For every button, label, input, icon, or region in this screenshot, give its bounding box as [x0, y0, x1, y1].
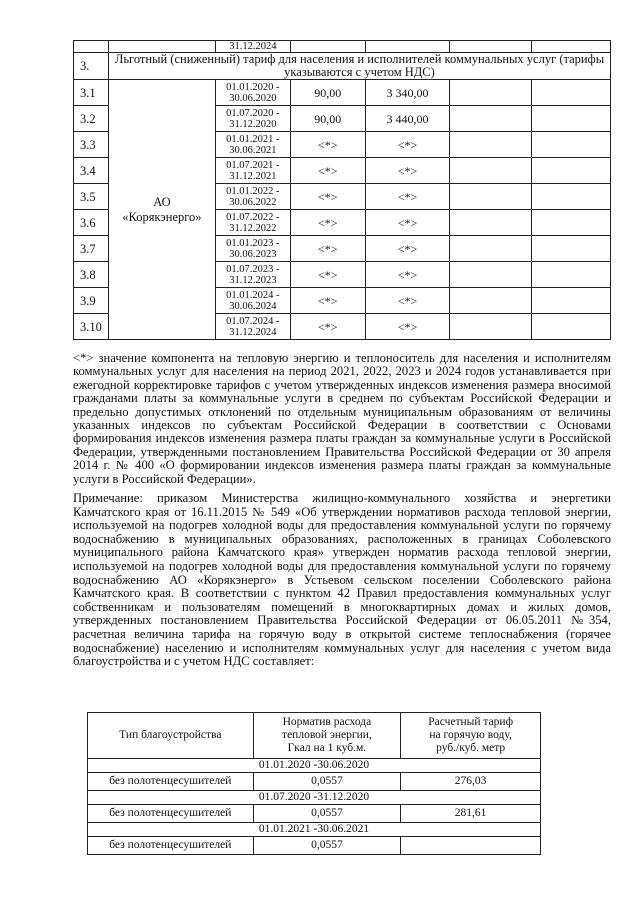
row-number: 3.6 — [74, 210, 109, 236]
value-cell-2: <*> — [365, 132, 450, 158]
period-cell: 01.07.2020 -31.12.2020 — [88, 791, 541, 805]
value-cell-2: 3 340,00 — [365, 80, 450, 106]
period-cell: 31.12.2024 — [215, 41, 290, 53]
table-row — [88, 773, 541, 791]
value-cell-2: <*> — [365, 288, 450, 314]
period-cell — [215, 210, 290, 236]
period-from: 01.07.2024 - — [226, 315, 280, 327]
value-cell-1: 90,00 — [290, 80, 365, 106]
period-from: 01.01.2021 - — [226, 133, 280, 145]
value-cell-2: <*> — [365, 184, 450, 210]
period-cell — [215, 288, 290, 314]
table-row — [74, 41, 611, 53]
organization-cell — [108, 80, 215, 340]
value-cell-1: <*> — [290, 210, 365, 236]
period-row — [88, 823, 541, 837]
footnote: <*> значение компонента на тепловую энергию и теплоноситель для населения и исполнителям коммунальных услуг для населения на период 2021, 2022, 2023 и 2024 годов устанавливается при ежегодной корректировке тарифов с учетом утвержденных индексов изменения размера вносимой гражданами платы за коммунальные услуги в среднем по субъектам Российской Федерации и предельно допустимых отклонений по отдельным муниципальным образованиям от величины указанных индексов по субъектам Российской Федерации в соответствии с Основами формирования индексов изменения размера платы граждан за коммунальные услуги в Российской Федерации, утвержденными постановлением Правительства Российской Федерации от 30 апреля 2014 г. № 400 «О формировании индексов изменения размера платы граждан за коммунальные услуги в Российской Федерации». — [73, 351, 611, 486]
header-type: Тип благоустройства — [88, 713, 254, 759]
period-from: 01.01.2022 - — [226, 185, 280, 197]
type-cell: без полотенцесушителей — [88, 773, 254, 791]
value-cell-1: <*> — [290, 288, 365, 314]
value-cell-1: <*> — [290, 184, 365, 210]
row-number: 3.4 — [74, 158, 109, 184]
period-from: 01.07.2023 - — [226, 263, 280, 275]
value-cell-1: 90,00 — [290, 106, 365, 132]
note-paragraph: Примечание: приказом Министерства жилищно-коммунального хозяйства и энергетики Камчатского края от 16.11.2015 № 549 «Об утверждении нормативов расхода тепловой энергии, используемой на подогрев холодной воды для предоставления коммунальной услуги по горячему водоснабжению в муниципальных образованиях, расположенных в границах Соболевского муниципального района Камчатского края» утвержден норматив расхода тепловой энергии, используемой на подогрев холодной воды для предоставления коммунальной услуги по горячему водоснабжению АО «Корякэнерго» в Устьевом сельском поселении Соболевского района Камчатского края. В соответствии с пунктом 42 Правил предоставления коммунальных услуг собственникам и пользователям помещений в многоквартирных домах и жилых домов, утвержденных постановлением Правительства Российской Федерации от 06.05.2011 №354, расчетная величина тарифа на горячую воду в открытой системе теплоснабжения (горячее водоснабжение) населению и исполнителям коммунальных услуг для населения с учетом вида благоустройства и с учетом НДС составляет: — [73, 491, 611, 669]
period-row — [88, 791, 541, 805]
section-title: Льготный (сниженный) тариф для населения и исполнителей коммунальных услуг (тарифы указываются с учетом НДС) — [108, 53, 610, 80]
value-cell-2: 3 440,00 — [365, 106, 450, 132]
period-to: 31.12.2023 — [229, 274, 277, 286]
period-to: 31.12.2021 — [229, 170, 277, 182]
section-number: 3. — [74, 53, 109, 80]
period-cell — [215, 236, 290, 262]
value-cell-2: <*> — [365, 314, 450, 340]
header-tariff: Расчетный тариф на горячую воду, руб./куб. метр — [401, 713, 541, 759]
period-cell — [215, 158, 290, 184]
org-line: АО — [153, 194, 171, 209]
period-cell — [215, 106, 290, 132]
type-cell: без полотенцесушителей — [88, 805, 254, 823]
period-cell — [215, 262, 290, 288]
row-number: 3.8 — [74, 262, 109, 288]
value-cell-2: <*> — [365, 210, 450, 236]
header-norm: Норматив расхода тепловой энергии, Гкал на 1 куб.м. — [253, 713, 401, 759]
period-to: 30.06.2021 — [229, 144, 277, 156]
hot-water-tariff-table — [87, 712, 541, 855]
row-number: 3.7 — [74, 236, 109, 262]
value-cell-1: <*> — [290, 262, 365, 288]
row-number: 3.1 — [74, 80, 109, 106]
period-to: 30.06.2020 — [229, 92, 277, 104]
period-to: 30.06.2022 — [229, 196, 277, 208]
period-from: 01.01.2020 - — [226, 81, 280, 93]
period-from: 01.01.2023 - — [226, 237, 280, 249]
value-cell-2: <*> — [365, 262, 450, 288]
norm-cell: 0,0557 — [253, 837, 401, 855]
period-to: 31.12.2024 — [229, 326, 277, 338]
period-cell — [215, 314, 290, 340]
period-to: 31.12.2022 — [229, 222, 277, 234]
value-cell-1: <*> — [290, 158, 365, 184]
period-from: 01.07.2020 - — [226, 107, 280, 119]
period-from: 01.01.2024 - — [226, 289, 280, 301]
row-number: 3.2 — [74, 106, 109, 132]
row-number: 3.9 — [74, 288, 109, 314]
table-row — [88, 805, 541, 823]
period-row — [88, 759, 541, 773]
period-cell — [215, 184, 290, 210]
period-from: 01.07.2022 - — [226, 211, 280, 223]
type-cell: без полотенцесушителей — [88, 837, 254, 855]
section-row — [74, 53, 611, 80]
row-number: 3.10 — [74, 314, 109, 340]
period-cell — [215, 132, 290, 158]
period-cell: 01.01.2021 -30.06.2021 — [88, 823, 541, 837]
tariff-cell: 281,61 — [401, 805, 541, 823]
period-cell: 01.01.2020 -30.06.2020 — [88, 759, 541, 773]
period-from: 01.07.2021 - — [226, 159, 280, 171]
period-to: 30.06.2023 — [229, 248, 277, 260]
tariff-cell: 276,03 — [401, 773, 541, 791]
value-cell-2: <*> — [365, 158, 450, 184]
period-to: 31.12.2020 — [229, 118, 277, 130]
org-name: «Корякэнерго» — [122, 209, 202, 224]
tariff-cell — [401, 837, 541, 855]
table-row — [88, 837, 541, 855]
row-number: 3.5 — [74, 184, 109, 210]
tariff-table — [73, 40, 611, 340]
header-row — [88, 713, 541, 759]
value-cell-1: <*> — [290, 314, 365, 340]
norm-cell: 0,0557 — [253, 773, 401, 791]
period-cell — [215, 80, 290, 106]
table-row — [74, 80, 611, 106]
value-cell-2: <*> — [365, 236, 450, 262]
row-number: 3.3 — [74, 132, 109, 158]
norm-cell: 0,0557 — [253, 805, 401, 823]
value-cell-1: <*> — [290, 236, 365, 262]
period-to: 30.06.2024 — [229, 300, 277, 312]
value-cell-1: <*> — [290, 132, 365, 158]
